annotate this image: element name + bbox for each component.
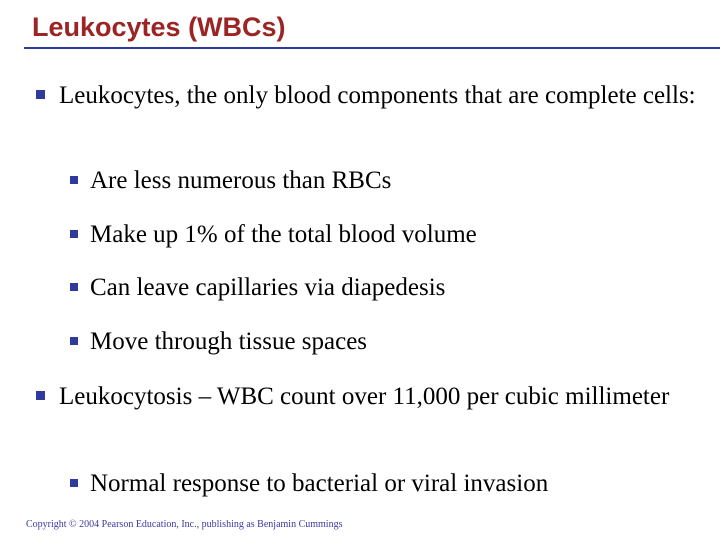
- bullet-text: Leukocytosis – WBC count over 11,000 per cubic millimeter: [59, 383, 670, 410]
- sub-bullet-item: [90, 467, 700, 500]
- square-bullet-icon: [36, 90, 45, 99]
- copyright-footer: Copyright © 2004 Pearson Education, Inc., publishing as Benjamin Cummings: [26, 519, 343, 530]
- sub-bullet-item: [90, 325, 700, 358]
- bullet-text: Move through tissue spaces: [90, 328, 368, 355]
- bullet-text: Make up 1% of the total blood volume: [90, 221, 477, 248]
- bullet-item: [59, 380, 699, 413]
- sub-bullet-item: [90, 218, 700, 251]
- square-bullet-icon: [70, 283, 78, 291]
- sub-bullet-item: [90, 164, 700, 197]
- bullet-text: Are less numerous than RBCs: [90, 167, 392, 194]
- bullet-text: Normal response to bacterial or viral invasion: [90, 470, 549, 497]
- bullet-text: Leukocytes, the only blood components that are complete cells:: [59, 82, 696, 109]
- sub-bullet-item: [90, 271, 700, 304]
- slide-title: Leukocytes (WBCs): [32, 12, 286, 42]
- title-divider: [24, 47, 720, 49]
- square-bullet-icon: [70, 176, 78, 184]
- square-bullet-icon: [70, 337, 78, 345]
- bullet-item: [59, 79, 699, 112]
- square-bullet-icon: [36, 391, 45, 400]
- square-bullet-icon: [70, 479, 78, 487]
- square-bullet-icon: [70, 230, 78, 238]
- bullet-text: Can leave capillaries via diapedesis: [90, 274, 446, 301]
